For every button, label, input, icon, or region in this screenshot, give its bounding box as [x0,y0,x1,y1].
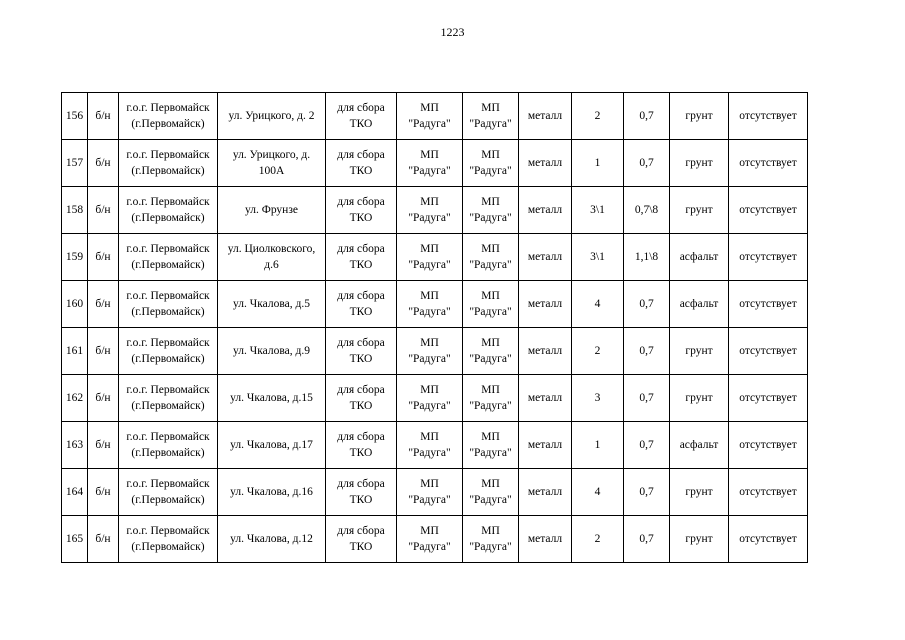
cell-operator: МП "Радуга" [463,93,519,140]
cell-purpose: для сбора ТКО [326,375,397,422]
cell-container-count: 3 [572,375,624,422]
cell-purpose: для сбора ТКО [326,140,397,187]
cell-row-number: 157 [62,140,88,187]
cell-operator: МП "Радуга" [463,281,519,328]
cell-container-material: металл [519,281,572,328]
table-row [62,375,808,422]
cell-municipality: г.о.г. Первомайск (г.Первомайск) [119,516,218,563]
cell-owner: МП "Радуга" [397,328,463,375]
cell-container-count: 2 [572,328,624,375]
cell-container-count: 3\1 [572,187,624,234]
cell-surface-type: грунт [670,93,729,140]
cell-container-volume: 0,7 [624,140,670,187]
cell-container-material: металл [519,516,572,563]
table-row [62,328,808,375]
table-body [62,93,808,563]
table-row [62,516,808,563]
cell-operator: МП "Радуга" [463,516,519,563]
cell-municipality: г.о.г. Первомайск (г.Первомайск) [119,187,218,234]
cell-container-count: 1 [572,422,624,469]
table-row [62,422,808,469]
cell-shed-status: отсутствует [729,140,808,187]
cell-container-volume: 0,7 [624,516,670,563]
cell-municipality: г.о.г. Первомайск (г.Первомайск) [119,328,218,375]
cell-registration-number: б/н [88,140,119,187]
cell-container-count: 2 [572,93,624,140]
cell-operator: МП "Радуга" [463,375,519,422]
cell-address: ул. Чкалова, д.16 [218,469,326,516]
cell-purpose: для сбора ТКО [326,93,397,140]
cell-surface-type: грунт [670,187,729,234]
cell-container-volume: 0,7\8 [624,187,670,234]
cell-surface-type: грунт [670,469,729,516]
cell-operator: МП "Радуга" [463,187,519,234]
cell-container-material: металл [519,140,572,187]
cell-purpose: для сбора ТКО [326,469,397,516]
cell-municipality: г.о.г. Первомайск (г.Первомайск) [119,93,218,140]
cell-owner: МП "Радуга" [397,187,463,234]
table-row [62,281,808,328]
cell-owner: МП "Радуга" [397,140,463,187]
cell-municipality: г.о.г. Первомайск (г.Первомайск) [119,469,218,516]
cell-container-material: металл [519,93,572,140]
cell-registration-number: б/н [88,93,119,140]
cell-container-material: металл [519,422,572,469]
cell-owner: МП "Радуга" [397,469,463,516]
cell-operator: МП "Радуга" [463,422,519,469]
cell-purpose: для сбора ТКО [326,187,397,234]
cell-shed-status: отсутствует [729,187,808,234]
cell-shed-status: отсутствует [729,375,808,422]
cell-surface-type: грунт [670,516,729,563]
cell-container-volume: 0,7 [624,93,670,140]
cell-owner: МП "Радуга" [397,281,463,328]
cell-surface-type: асфальт [670,234,729,281]
cell-row-number: 163 [62,422,88,469]
table-row [62,140,808,187]
cell-address: ул. Циолковского, д.6 [218,234,326,281]
cell-container-count: 3\1 [572,234,624,281]
cell-registration-number: б/н [88,516,119,563]
cell-owner: МП "Радуга" [397,234,463,281]
cell-operator: МП "Радуга" [463,234,519,281]
cell-container-volume: 0,7 [624,375,670,422]
cell-container-volume: 0,7 [624,328,670,375]
cell-container-volume: 0,7 [624,469,670,516]
cell-municipality: г.о.г. Первомайск (г.Первомайск) [119,234,218,281]
cell-address: ул. Чкалова, д.9 [218,328,326,375]
cell-container-count: 4 [572,469,624,516]
cell-municipality: г.о.г. Первомайск (г.Первомайск) [119,281,218,328]
table-row [62,469,808,516]
cell-shed-status: отсутствует [729,93,808,140]
cell-container-material: металл [519,328,572,375]
cell-container-material: металл [519,469,572,516]
cell-row-number: 161 [62,328,88,375]
cell-address: ул. Чкалова, д.17 [218,422,326,469]
cell-container-count: 4 [572,281,624,328]
cell-municipality: г.о.г. Первомайск (г.Первомайск) [119,375,218,422]
cell-row-number: 160 [62,281,88,328]
cell-purpose: для сбора ТКО [326,281,397,328]
registry-table [61,92,808,563]
cell-row-number: 159 [62,234,88,281]
cell-registration-number: б/н [88,328,119,375]
cell-container-volume: 0,7 [624,281,670,328]
cell-row-number: 156 [62,93,88,140]
cell-address: ул. Урицкого, д. 2 [218,93,326,140]
cell-municipality: г.о.г. Первомайск (г.Первомайск) [119,140,218,187]
cell-shed-status: отсутствует [729,281,808,328]
cell-purpose: для сбора ТКО [326,328,397,375]
cell-surface-type: асфальт [670,422,729,469]
cell-shed-status: отсутствует [729,469,808,516]
cell-row-number: 165 [62,516,88,563]
cell-container-count: 1 [572,140,624,187]
cell-shed-status: отсутствует [729,234,808,281]
cell-operator: МП "Радуга" [463,140,519,187]
cell-container-volume: 0,7 [624,422,670,469]
cell-registration-number: б/н [88,422,119,469]
cell-container-count: 2 [572,516,624,563]
cell-owner: МП "Радуга" [397,93,463,140]
table-row [62,234,808,281]
cell-registration-number: б/н [88,469,119,516]
cell-address: ул. Фрунзе [218,187,326,234]
cell-container-material: металл [519,234,572,281]
cell-owner: МП "Радуга" [397,422,463,469]
cell-municipality: г.о.г. Первомайск (г.Первомайск) [119,422,218,469]
table-row [62,187,808,234]
cell-purpose: для сбора ТКО [326,234,397,281]
cell-operator: МП "Радуга" [463,469,519,516]
cell-purpose: для сбора ТКО [326,422,397,469]
cell-shed-status: отсутствует [729,422,808,469]
cell-owner: МП "Радуга" [397,516,463,563]
cell-row-number: 162 [62,375,88,422]
cell-row-number: 158 [62,187,88,234]
cell-container-volume: 1,1\8 [624,234,670,281]
cell-purpose: для сбора ТКО [326,516,397,563]
cell-container-material: металл [519,187,572,234]
cell-address: ул. Чкалова, д.15 [218,375,326,422]
page-number: 1223 [440,25,465,39]
cell-container-material: металл [519,375,572,422]
cell-surface-type: грунт [670,375,729,422]
cell-registration-number: б/н [88,187,119,234]
cell-operator: МП "Радуга" [463,328,519,375]
cell-address: ул. Чкалова, д.5 [218,281,326,328]
cell-row-number: 164 [62,469,88,516]
cell-registration-number: б/н [88,375,119,422]
table-row [62,93,808,140]
cell-owner: МП "Радуга" [397,375,463,422]
cell-shed-status: отсутствует [729,516,808,563]
cell-registration-number: б/н [88,281,119,328]
cell-shed-status: отсутствует [729,328,808,375]
cell-address: ул. Урицкого, д. 100А [218,140,326,187]
cell-surface-type: асфальт [670,281,729,328]
cell-address: ул. Чкалова, д.12 [218,516,326,563]
cell-surface-type: грунт [670,328,729,375]
cell-surface-type: грунт [670,140,729,187]
cell-registration-number: б/н [88,234,119,281]
